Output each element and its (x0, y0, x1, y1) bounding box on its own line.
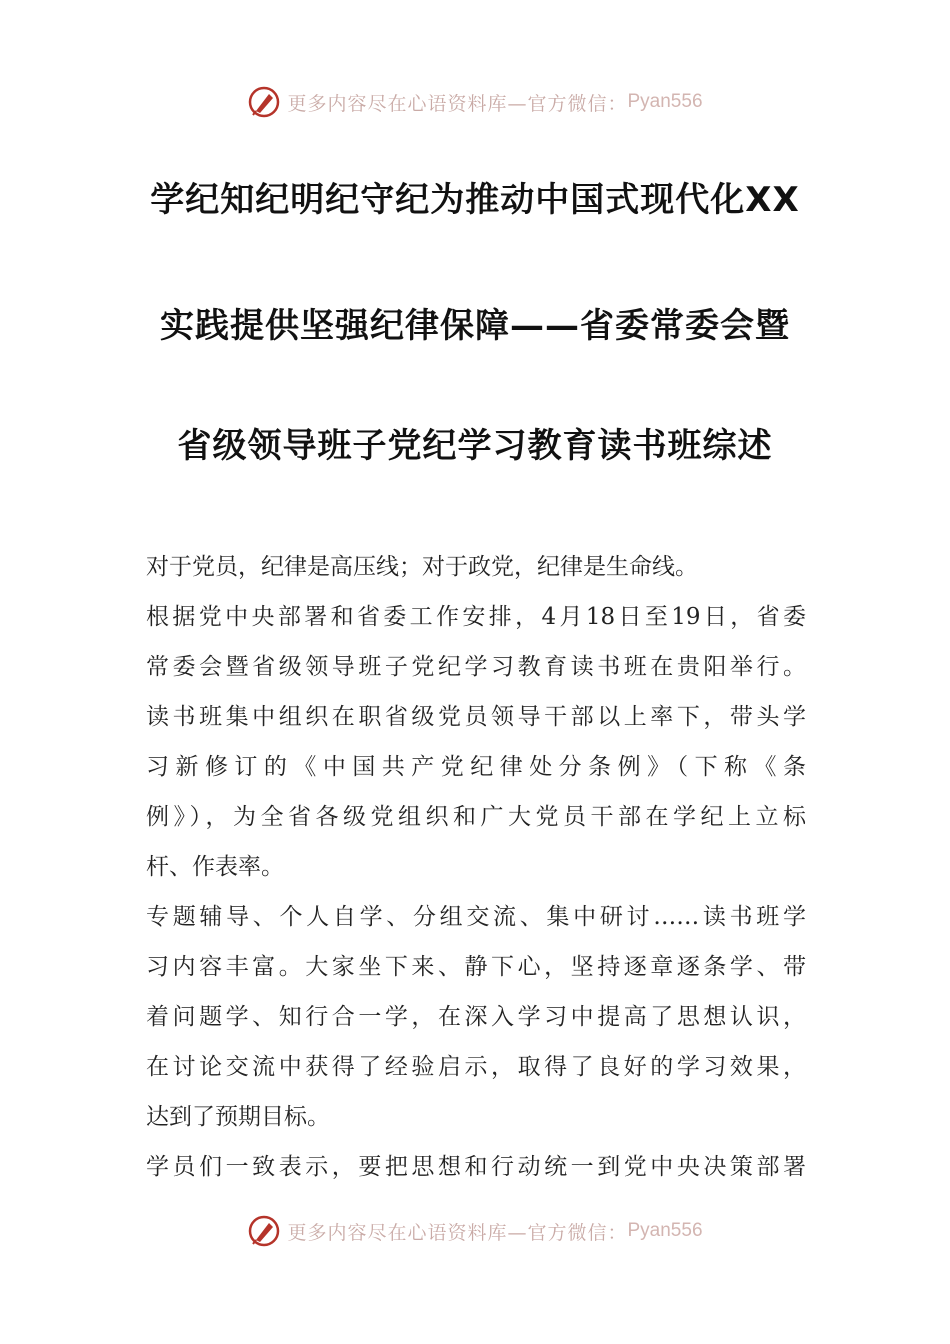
body-line: 读书班集中组织在职省级党员领导干部以上率下，带头学 (146, 704, 806, 730)
body-line: 习新修订的《中国共产党纪律处分条例》（下称《条 (146, 754, 806, 780)
body-line: 杆、作表率。 (146, 854, 284, 880)
watermark-text: 更多内容尽在心语资料库—官方微信： (287, 92, 628, 115)
body-line: 学员们一致表示，要把思想和行动统一到党中央决策部署 (146, 1154, 806, 1180)
watermark-wechat-id: Pyan556 (627, 91, 703, 112)
body-line: 常委会暨省级领导班子党纪学习教育读书班在贵阳举行。 (146, 654, 806, 680)
document-title-line-1: 学纪知纪明纪守纪为推动中国式现代化XX (150, 180, 800, 220)
pen-nib-logo-icon (247, 85, 281, 119)
watermark-text: 更多内容尽在心语资料库—官方微信： (287, 1221, 628, 1244)
body-line: 着问题学、知行合一学，在深入学习中提高了思想认识， (146, 1004, 806, 1030)
watermark-wechat-id: Pyan556 (627, 1220, 703, 1241)
body-line: 对于党员，纪律是高压线；对于政党，纪律是生命线。 (146, 554, 698, 580)
body-line: 根据党中央部署和省委工作安排，4月18日至19日，省委 (146, 604, 806, 630)
document-body (146, 548, 806, 1198)
footer-watermark-banner (0, 1211, 950, 1251)
header-watermark-banner (0, 82, 950, 122)
pen-nib-logo-icon (247, 1214, 281, 1248)
document-title-line-3: 省级领导班子党纪学习教育读书班综述 (177, 426, 773, 466)
body-line: 达到了预期目标。 (146, 1104, 330, 1130)
body-line: 习内容丰富。大家坐下来、静下心，坚持逐章逐条学、带 (146, 954, 806, 980)
document-title-line-2: 实践提供坚强纪律保障——省委常委会暨 (160, 306, 790, 346)
body-line: 例》），为全省各级党组织和广大党员干部在学纪上立标 (146, 804, 806, 830)
body-line: 在讨论交流中获得了经验启示，取得了良好的学习效果， (146, 1054, 806, 1080)
body-line: 专题辅导、个人自学、分组交流、集中研讨……读书班学 (146, 904, 806, 930)
